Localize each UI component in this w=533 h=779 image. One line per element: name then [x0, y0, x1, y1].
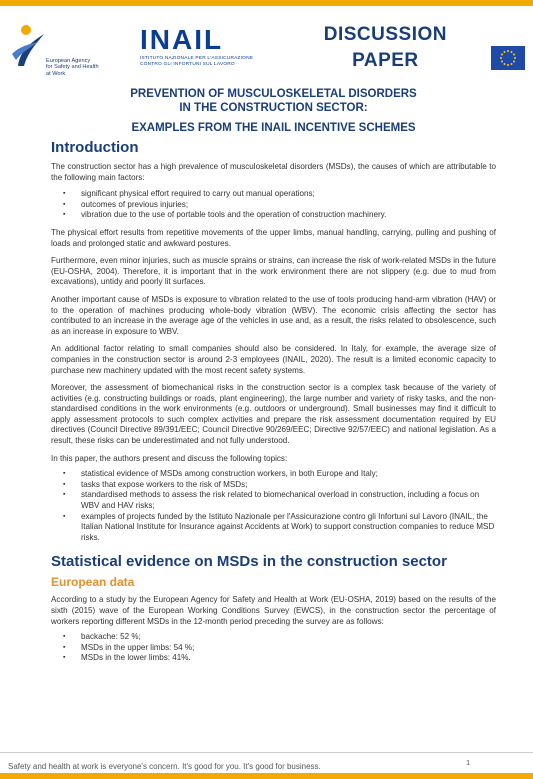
document-subtitle: EXAMPLES FROM THE INAIL INCENTIVE SCHEMES	[131, 122, 416, 134]
intro-paragraph-6: Moreover, the assessment of biomechanical risks in the construction sector is a complex task because of the variety of activities (e.g. constructing buildings or roads, plant engineering), the large number and variety of risky tasks, and the non-standardised conditions in the work environments (e.g. outdoors or underground). Small businesses may find it difficult to apply assessment protocols to such complex activities and prepare the risk assessment documentation required by EU directives (Council Directive 89/391/EEC; Council Directive 90/269/EEC; Directive 92/57/EEC) and national legislation. As a result, these risks can be underestimated and not fully understood.	[51, 383, 496, 446]
list-item: ▪ outcomes of previous injuries;	[71, 200, 496, 211]
discussion-label-line-2: PAPER	[352, 50, 419, 71]
page-number: 1	[466, 758, 471, 767]
title-line-1: PREVENTION OF MUSCULOSKELETAL DISORDERS	[130, 88, 417, 100]
msd-stats-list	[51, 632, 496, 664]
document-title	[51, 88, 496, 115]
list-item: ▪ MSDs in the upper limbs: 54 %;	[71, 643, 496, 654]
discussion-label-line-1: DISCUSSION	[323, 24, 447, 45]
list-item: ▪ examples of projects funded by the Istituto Nazionale per l'Assicurazione contro gli Infortuni sul Lavoro (INAIL, the Italian National Institute for Insurance against Accidents at Work) to support construction companies to reduce MSD risks.	[71, 512, 496, 544]
inail-logo	[140, 26, 253, 67]
list-item: ▪ backache: 52 %;	[71, 632, 496, 643]
statistics-heading: Statistical evidence on MSDs in the construction sector	[51, 553, 447, 571]
main-content	[51, 88, 496, 664]
footer-slogan: Safety and health at work is everyone's concern. It's good for you. It's good for business.	[8, 762, 321, 771]
footer-divider	[0, 752, 533, 753]
list-item: ▪ vibration due to the use of portable tools and the operation of construction machinery.	[71, 210, 496, 221]
osha-line-1: European Agency	[46, 58, 91, 64]
eu-osha-name	[46, 58, 99, 77]
intro-paragraph-3: Furthermore, even minor injuries, such as muscle sprains or strains, can increase the risk of work-related MSDs in the future (EU-OSHA, 2004). Therefore, it is important that in the work environment there are not slippery (e.g. due to mud from excavations), untidy and poorly lit surfaces.	[51, 256, 496, 287]
factors-list	[51, 189, 496, 221]
list-item: ▪ MSDs in the lower limbs: 41%.	[71, 653, 496, 664]
eu-osha-logo	[10, 20, 130, 77]
osha-line-2: for Safety and Health	[46, 64, 99, 71]
inail-wordmark: INAIL	[140, 24, 224, 55]
list-item: ▪ tasks that expose workers to the risk of MSDs;	[71, 480, 496, 491]
intro-paragraph-4: Another important cause of MSDs is exposure to vibration related to the use of tools producing hand-arm vibration (HAV) or to the operation of machines producing whole-body vibration (WBV). The economic crisis affecting the sector has contributed to an increase in the average age of the vehicles in use and, as a result, the risks related to obsolescence, such as an increase in exposure to WBV.	[51, 294, 496, 336]
discussion-paper-label	[324, 22, 447, 74]
list-item: ▪ statistical evidence of MSDs among construction workers, in both Europe and Italy;	[71, 469, 496, 480]
inail-subtitle	[140, 56, 253, 67]
inail-subtitle-line-1: ISTITUTO NAZIONALE PER L'ASSICURAZIONE	[140, 56, 254, 61]
eu-flag-icon	[491, 46, 525, 70]
footer-accent-bar	[0, 773, 533, 779]
statistics-paragraph-1: According to a study by the European Agency for Safety and Health at Work (EU-OSHA, 2019) based on the results of the sixth (2015) wave of the European Working Conditions Survey (EWCS), in the construction sector the percentage of workers reporting different MSDs in the 12-month period preceding the survey are as follows:	[51, 595, 496, 626]
intro-paragraph-7: In this paper, the authors present and discuss the following topics:	[51, 453, 288, 463]
topics-list	[51, 469, 496, 543]
intro-paragraph-5: An additional factor relating to small companies should also be considered. In Italy, for example, the average size of companies in the construction sector is around 2-3 employees (INAIL, 2020). The result is a limited economic capacity to purchase new machinery updated with the most recent safety systems.	[51, 344, 496, 375]
list-item: ▪ standardised methods to assess the risk related to biomechanical overload in construction, including a focus on WBV and HAV risks;	[71, 490, 496, 511]
osha-line-3: at Work	[46, 70, 66, 77]
header	[0, 6, 533, 80]
intro-paragraph-2: The physical effort results from repetitive movements of the upper limbs, manual handling, carrying, pulling and pushing of loads and prolonged static and awkward postures.	[51, 227, 496, 248]
footer	[0, 752, 533, 779]
introduction-heading: Introduction	[51, 139, 139, 156]
inail-subtitle-line-2: CONTRO GLI INFORTUNI SUL LAVORO	[140, 61, 235, 67]
eu-osha-figure-icon	[10, 20, 50, 72]
european-data-subheading: European data	[51, 575, 135, 590]
title-line-2: IN THE CONSTRUCTION SECTOR:	[179, 101, 368, 114]
intro-paragraph-1: The construction sector has a high prevalence of musculoskeletal disorders (MSDs), the causes of which are attributable to the following main factors:	[51, 162, 496, 182]
list-item: ▪ significant physical effort required to carry out manual operations;	[71, 189, 496, 200]
